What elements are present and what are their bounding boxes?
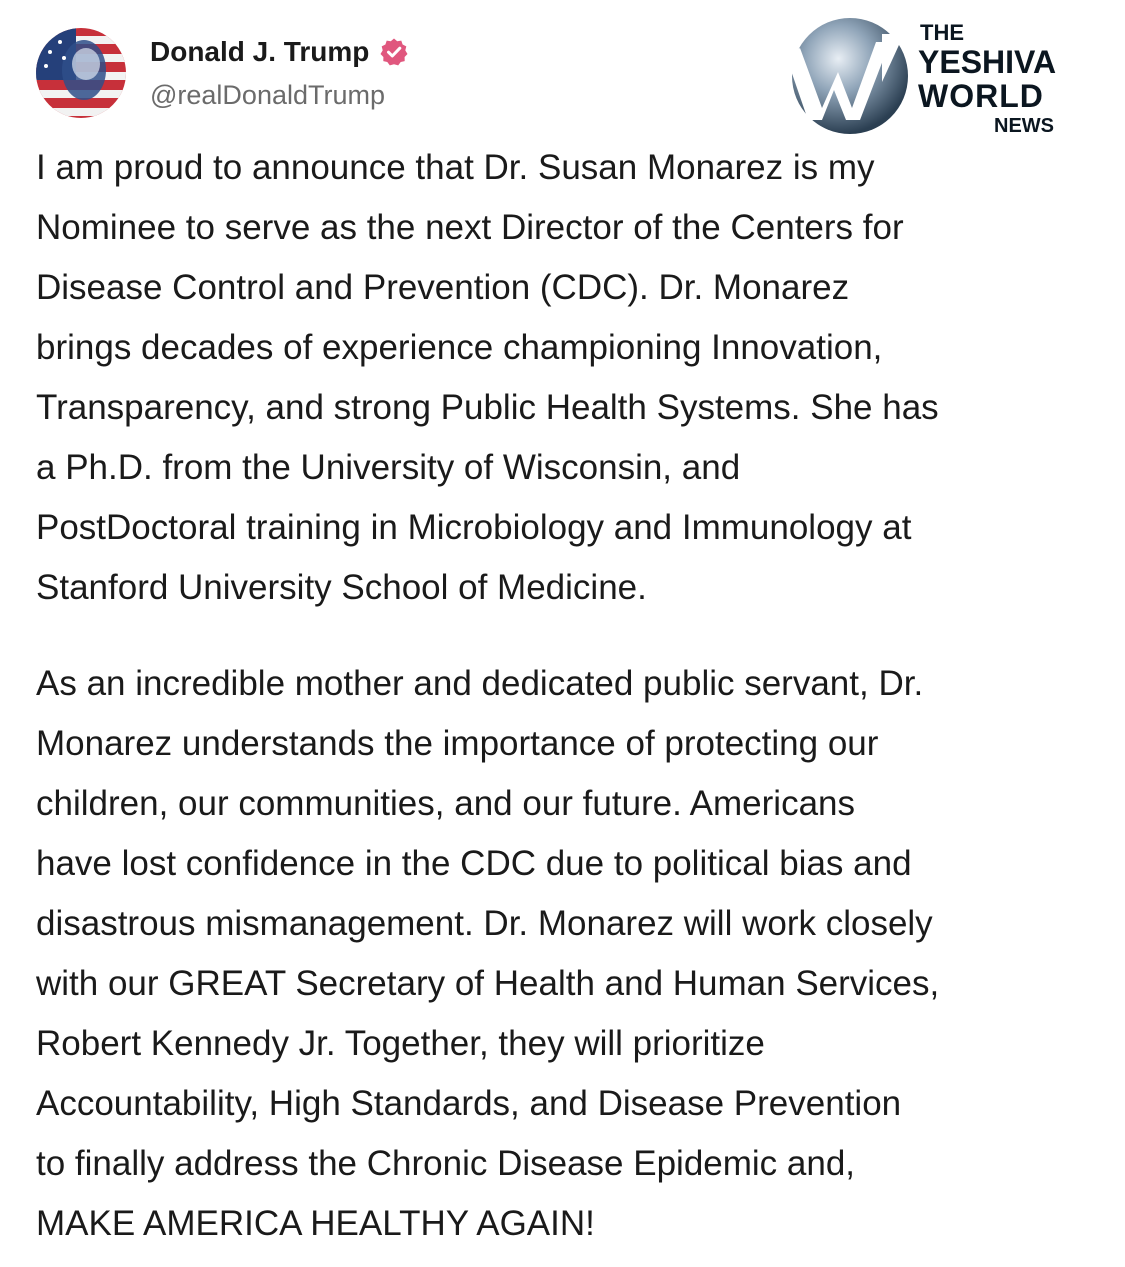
yeshiva-world-logo-icon [786, 12, 914, 140]
post-body [36, 138, 1111, 1254]
post-paragraph-2: As an incredible mother and dedicated public servant, Dr. Monarez understands the importance of protecting our children, our communities, and our future. Americans have lost confidence in the CDC due to political bias and disastrous mismanagement. Dr. Monarez will work closely with our GREAT Secretary of Health and Human Services, Robert Kennedy Jr. Together, they will prioritize Accountability, High Standards, and Disease Prevention to finally address the Chronic Disease Epidemic and, MAKE AMERICA HEALTHY AGAIN! [36, 664, 940, 1243]
avatar[interactable] [36, 28, 126, 118]
watermark-line-1: THE [920, 20, 964, 45]
post-header [36, 28, 409, 118]
watermark-line-4: NEWS [994, 115, 1054, 137]
author-display-name[interactable]: Donald J. Trump [150, 35, 370, 67]
yeshiva-world-news-watermark [786, 12, 1076, 142]
watermark-line-3: WORLD [918, 78, 1044, 114]
author-handle[interactable]: @realDonaldTrump [150, 79, 385, 110]
watermark-text [918, 22, 1068, 136]
watermark-line-2: YESHIVA [918, 44, 1057, 80]
author-info [150, 36, 409, 111]
post-paragraph-1: I am proud to announce that Dr. Susan Monarez is my Nominee to serve as the next Director of the Centers for Disease Control and Prevention (CDC). Dr. Monarez brings decades of experience championing Innovation, Transparency, and strong Public Health Systems. She has a Ph.D. from the University of Wisconsin, and PostDoctoral training in Microbiology and Immunology at Stanford University School of Medicine. [36, 148, 939, 607]
verified-badge-icon [379, 37, 409, 67]
name-row [150, 36, 409, 68]
avatar-image [36, 28, 126, 118]
